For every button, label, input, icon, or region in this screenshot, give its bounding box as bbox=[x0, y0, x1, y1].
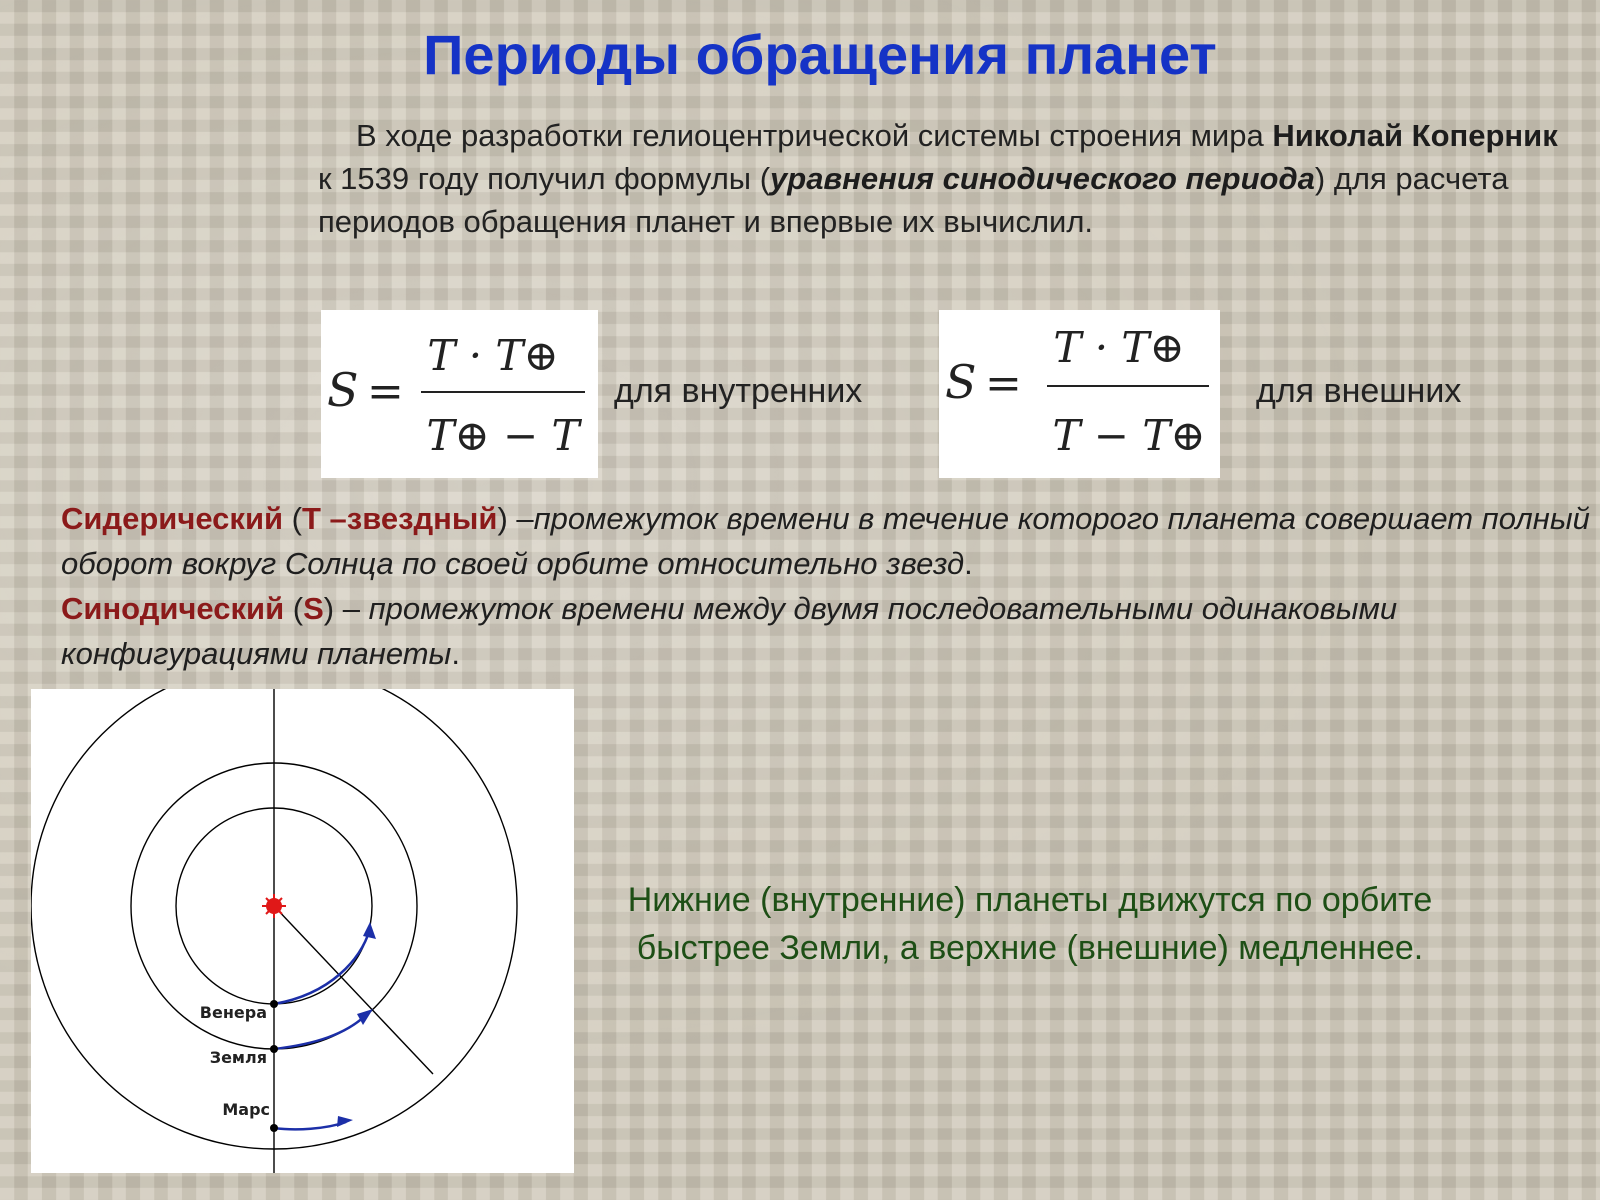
sidereal-close: ) – bbox=[497, 501, 534, 536]
conjunction-line bbox=[274, 906, 433, 1074]
venus-arrowhead bbox=[363, 922, 376, 939]
mars-arrow bbox=[274, 1122, 346, 1129]
intro-paragraph bbox=[318, 114, 1568, 243]
formula-denominator: T⊕ − T bbox=[426, 411, 580, 460]
sidereal-symbol: Т –звездный bbox=[302, 501, 498, 536]
synodic-term: Синодический bbox=[61, 591, 285, 626]
formula-denominator: T − T⊕ bbox=[1052, 411, 1206, 460]
earth-arrow bbox=[274, 1015, 366, 1049]
synodic-definition: промежуток времени между двумя последовательными одинаковыми конфигурациями планеты bbox=[61, 591, 1398, 671]
intro-text-2: к 1539 году получил формулы ( bbox=[318, 161, 771, 196]
synodic-close: ) – bbox=[323, 591, 369, 626]
sidereal-term: Сидерический bbox=[61, 501, 284, 536]
sidereal-open: ( bbox=[283, 501, 302, 536]
author-name: Николай Коперник bbox=[1272, 118, 1558, 153]
intro-text-1: В ходе разработки гелиоцентрической системы строения мира bbox=[356, 118, 1273, 153]
mars-dot bbox=[270, 1124, 278, 1132]
formula-numerator: T · T⊕ bbox=[427, 331, 559, 380]
synodic-open: ( bbox=[284, 591, 304, 626]
formula-outer-planets bbox=[939, 310, 1220, 478]
definitions bbox=[61, 496, 1600, 676]
earth-arrowhead bbox=[357, 1009, 373, 1025]
formula-s-symbol: S bbox=[327, 363, 359, 417]
formula-outer-label: для внешних bbox=[1256, 372, 1462, 410]
mars-label: Марс bbox=[222, 1100, 270, 1119]
synodic-end: . bbox=[451, 636, 460, 671]
synodic-symbol: S bbox=[303, 591, 324, 626]
formula-s-symbol: S bbox=[945, 355, 977, 409]
venus-label: Венера bbox=[199, 1003, 267, 1022]
formula-equals: = bbox=[985, 358, 1022, 409]
intro-term: уравнения синодического периода bbox=[770, 161, 1315, 196]
planet-speed-note: Нижние (внутренние) планеты движутся по орбите быстрее Земли, а верхние (внешние) медленнее. bbox=[627, 881, 1433, 967]
mars-arrowhead bbox=[337, 1116, 353, 1127]
orbit-diagram bbox=[31, 689, 574, 1173]
intro-text-3: ) для расчета периодов обращения планет и впервые их вычислил. bbox=[318, 161, 1509, 239]
page-title: Периоды обращения планет bbox=[423, 23, 1217, 86]
formula-inner-planets bbox=[321, 310, 598, 478]
sidereal-end: . bbox=[964, 546, 973, 581]
venus-dot bbox=[270, 1000, 278, 1008]
earth-dot bbox=[270, 1045, 278, 1053]
earth-label: Земля bbox=[209, 1048, 267, 1067]
formula-equals: = bbox=[367, 366, 404, 417]
formula-numerator: T · T⊕ bbox=[1053, 323, 1185, 372]
sidereal-definition: промежуток времени в течение которого планета совершает полный оборот вокруг Солнца по своей орбите относительно звезд bbox=[61, 501, 1590, 581]
formula-inner-label: для внутренних bbox=[614, 372, 863, 410]
